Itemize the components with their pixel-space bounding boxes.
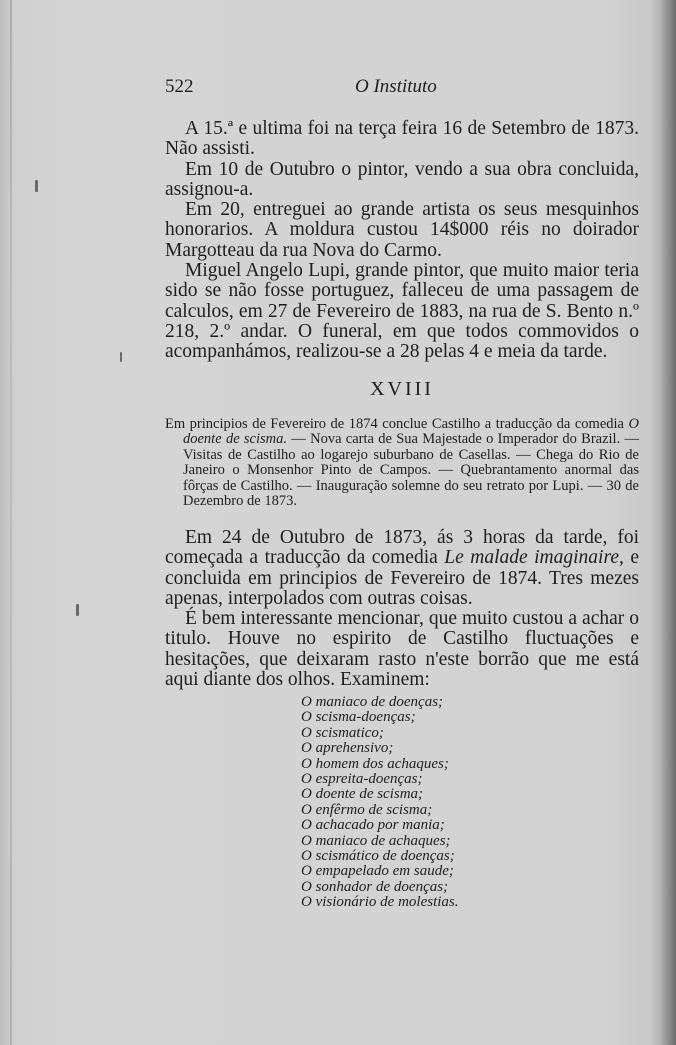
paragraph: Em 20, entreguei ao grande artista os seus mesquinhos honorarios. A moldura custou 14$000 réis no doirador Margotteau da rua Nova do Carmo. — [165, 199, 639, 261]
margin-mark — [120, 352, 122, 362]
title-candidate: O espreita-doenças; — [301, 771, 423, 788]
body-text-top — [165, 119, 639, 363]
paragraph-part: Em 24 de Outubro de 1873, ás 3 horas da tarde, foi começada a traducção da comedia — [165, 527, 639, 569]
title-candidate: O visionário de molestias. — [301, 894, 459, 911]
margin-mark — [35, 180, 38, 192]
margin-mark — [76, 604, 79, 616]
body-text-bottom — [165, 528, 639, 690]
chapter-heading: XVIII — [370, 378, 434, 400]
paragraph: É bem interessante mencionar, que muito custou a achar o titulo. Houve no espirito de Castilho fluctuações e hesitações, que deixaram rasto n'este borrão que me está aqui diante dos olhos. Examinem: — [165, 608, 639, 691]
running-title: O Instituto — [355, 76, 437, 97]
chapter-summary — [165, 417, 639, 509]
summary-part: Em principios de Fevereiro de 1874 conclue Castilho a traducção da comedia — [165, 416, 629, 432]
paragraph — [165, 528, 639, 609]
summary-part: — Nova carta de Sua Majestade o Imperador do Brazil. — Visitas de Castilho ao logarejo suburbano de Casellas. — Chega do Rio de Janeiro o Monsenhor Pinto de Campos. — Quebrantamento anormal das fôrças de Castilho. — Inauguração solemne do seu retrato por Lupi. — 30 de Dezembro de 1873. — [183, 431, 639, 510]
title-candidate: O homem dos achaques; — [301, 755, 449, 772]
title-candidate: O aprehensivo; — [301, 740, 394, 757]
gutter-shadow — [10, 0, 12, 1045]
title-candidate: O sonhador de doenças; — [301, 878, 449, 895]
title-candidate: O achacado por mania; — [301, 817, 445, 834]
title-candidate: O scismatico; — [301, 724, 384, 741]
title-candidate: O scismático de doenças; — [301, 848, 455, 865]
title-candidate: O enfêrmo de scisma; — [301, 801, 433, 818]
title-candidate: O scisma-doenças; — [301, 709, 416, 726]
paragraph-part: e concluida em principios de Fevereiro de 1874. Tres mezes apenas, interpolados com outras coisas. — [165, 547, 639, 609]
paragraph: Miguel Angelo Lupi, grande pintor, que muito maior teria sido se não fosse portuguez, falleceu de uma passagem de calculos, em 27 de Fevereiro de 1883, na rua de S. Bento n.º 218, 2.º andar. O funeral, em que todos commovidos o acompanhámos, realizou-se a 28 pelas 4 e meia da tarde. — [165, 260, 639, 363]
page-number: 522 — [165, 76, 194, 97]
summary-text — [165, 417, 639, 509]
summary-play-title: O doente de scisma. — [183, 416, 639, 448]
title-candidate: O maniaco de achaques; — [301, 832, 451, 849]
title-candidate: O empapelado em saude; — [301, 863, 454, 880]
title-candidates-list — [301, 695, 621, 911]
play-title: Le malade imaginaire, — [444, 547, 624, 569]
title-candidate: O doente de scisma; — [301, 786, 424, 803]
running-header — [165, 76, 640, 100]
paragraph: A 15.ª e ultima foi na terça feira 16 de Setembro de 1873. Não assisti. — [165, 118, 639, 160]
page-edge-shadow — [662, 0, 676, 1045]
title-candidate: O maniaco de doenças; — [301, 694, 444, 710]
paragraph: Em 10 de Outubro o pintor, vendo a sua obra concluida, assignou-a. — [165, 158, 639, 200]
